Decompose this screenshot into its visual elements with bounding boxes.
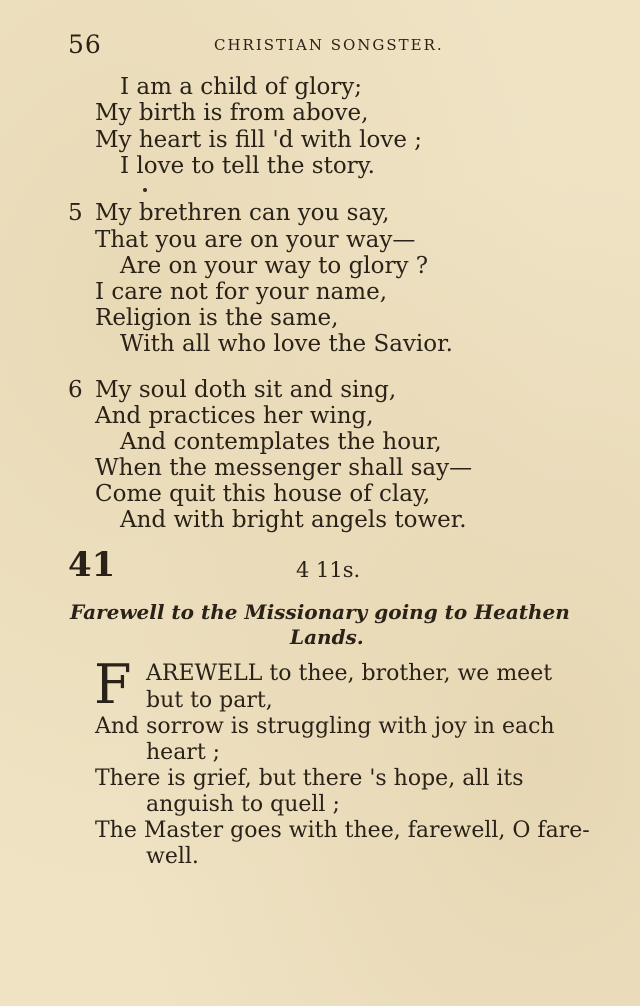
ink-speck <box>143 188 147 192</box>
verse-line: And sorrow is struggling with joy in each <box>95 714 555 739</box>
stanza-number: 5 <box>68 200 83 226</box>
verse-line: There is grief, but there 's hope, all its <box>95 766 524 791</box>
verse-line: I care not for your name, <box>95 279 388 305</box>
drop-cap: F <box>94 653 132 716</box>
verse-line: AREWELL to thee, brother, we meet <box>146 661 553 686</box>
verse-line: My brethren can you say, <box>95 200 390 226</box>
page-number: 56 <box>68 30 102 59</box>
verse-line: heart ; <box>146 740 221 765</box>
verse-line: The Master goes with thee, farewell, O fare- <box>95 818 590 843</box>
verse-line: With all who love the Savior. <box>120 331 453 357</box>
verse-line: When the messenger shall say— <box>95 455 473 481</box>
verse-line: but to part, <box>146 688 273 713</box>
verse-line: well. <box>146 844 199 869</box>
verse-line: Are on your way to glory ? <box>120 253 429 279</box>
verse-line: Religion is the same, <box>95 305 339 331</box>
verse-line: And practices her wing, <box>95 403 374 429</box>
verse-line: That you are on your way— <box>95 227 416 253</box>
verse-line: My birth is from above, <box>95 100 369 126</box>
page-header <box>68 30 608 60</box>
verse-line: I love to tell the story. <box>120 153 375 179</box>
hymn-meter: 4 11s. <box>296 558 361 582</box>
verse-line: Come quit this house of clay, <box>95 481 431 507</box>
hymn-title-line-2: Lands. <box>290 625 364 649</box>
verse-line: And with bright angels tower. <box>120 507 467 533</box>
hymn-number: 41 <box>68 545 116 585</box>
hymn-title-line-1: Farewell to the Missionary going to Heathen <box>70 600 570 624</box>
stanza-number: 6 <box>68 377 83 403</box>
running-title: CHRISTIAN SONGSTER. <box>214 36 444 54</box>
verse-line: And contemplates the hour, <box>120 429 442 455</box>
verse-line: anguish to quell ; <box>146 792 340 817</box>
verse-line: I am a child of glory; <box>120 74 363 100</box>
verse-line: My soul doth sit and sing, <box>95 377 397 403</box>
verse-line: My heart is fill 'd with love ; <box>95 127 423 153</box>
